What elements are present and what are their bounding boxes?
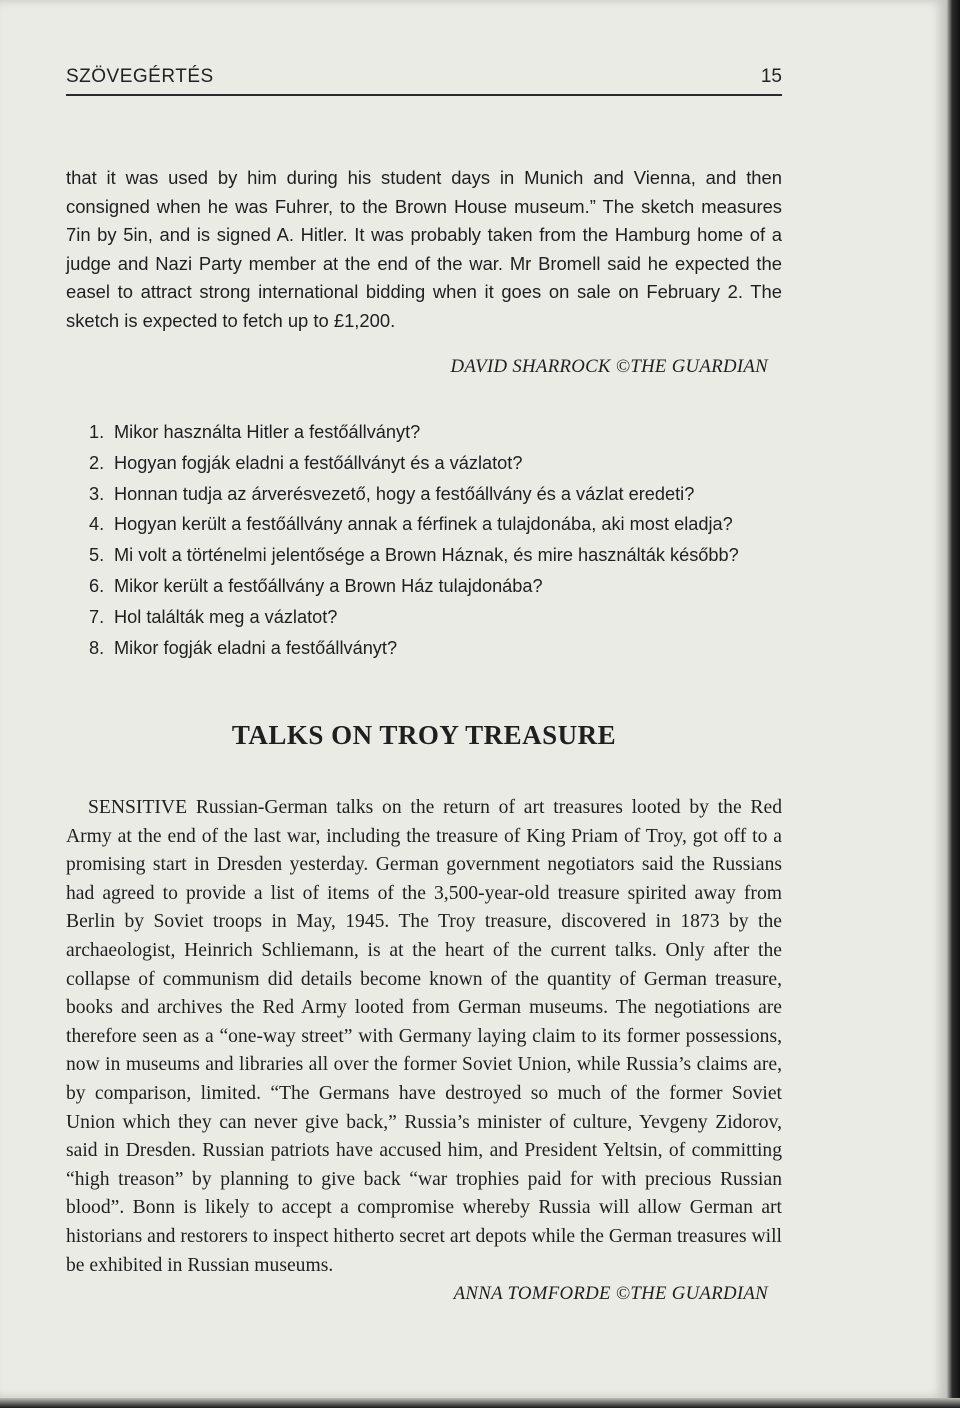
article2-byline: ANNA TOMFORDE ©THE GUARDIAN bbox=[453, 1283, 768, 1304]
page-header bbox=[66, 64, 782, 94]
question-number: 8. bbox=[89, 637, 105, 658]
question-text: Mikor fogják eladni a festőállványt? bbox=[114, 637, 398, 658]
article2-headline: TALKS ON TROY TREASURE bbox=[231, 720, 617, 750]
question-number: 2. bbox=[89, 452, 105, 473]
question-text: Hogyan került a festőállvány annak a férfinek a tulajdonába, aki most eladja? bbox=[114, 514, 733, 535]
page-number: 15 bbox=[760, 66, 782, 87]
question-number: 3. bbox=[89, 483, 105, 504]
article1-body: that it was used by him during his student days in Munich and Vienna, and then consigned when he was Fuhrer, to the Brown House museum.” The sketch measures 7in by 5in, and is signed A. Hitler. It was probably taken from the Hamburg home of a judge and Nazi Party member at the end of the war. Mr Bromell said he expected the easel to attract strong international bidding when it goes on sale on February 2. The sketch is expected to fetch up to £1,200. bbox=[66, 167, 782, 331]
header-rule bbox=[66, 94, 782, 96]
page-edge-shadow bbox=[946, 0, 960, 1408]
article1-byline: DAVID SHARROCK ©THE GUARDIAN bbox=[450, 356, 768, 377]
article2-body: SENSITIVE Russian-German talks on the return of art treasures looted by the Red Army at the end of the last war, including the treasure of King Priam of Troy, got off to a promising start in Dresden yesterday. German government negotiators said the Russians had agreed to provide a list of items of the 3,500-year-old treasure spirited away from Berlin by Soviet troops in May, 1945. The Troy treasure, discovered in 1873 by the archaeologist, Heinrich Schliemann, is at the heart of the current talks. Only after the collapse of communism did details become known of the quantity of German treasure, books and archives the Red Army looted from German museums. The negotiations are therefore seen as a “one-way street” with Germany laying claim to its former possessions, now in museums and libraries all over the former Soviet Union, while Russia’s claims are, by comparison, limited. “The Germans have destroyed so much of the former Soviet Union which they can never give back,” Russia’s minister of culture, Yevgeny Zidorov, said in Dresden. Russian patriots have accused him, and President Yeltsin, of committing “high treason” by planning to give back “war trophies paid for with precious Russian blood”. Bonn is likely to accept a compromise whereby Russia will allow German art historians and restorers to inspect hitherto secret art depots while the German treasures will be exhibited in Russian museums. bbox=[66, 797, 782, 1276]
page-bottom-shadow bbox=[0, 1398, 960, 1408]
question-number: 6. bbox=[89, 575, 105, 596]
question-item bbox=[89, 510, 789, 541]
question-item bbox=[89, 603, 789, 634]
question-item bbox=[89, 480, 789, 511]
question-number: 1. bbox=[89, 422, 105, 442]
question-item bbox=[89, 449, 789, 480]
question-item bbox=[89, 418, 789, 449]
question-number: 7. bbox=[89, 606, 105, 627]
question-item bbox=[89, 541, 789, 572]
question-text: Mi volt a történelmi jelentősége a Brown Háznak, és mire használták később? bbox=[114, 545, 739, 566]
question-text: Hol találták meg a vázlatot? bbox=[114, 606, 338, 627]
question-number: 4. bbox=[89, 514, 105, 535]
question-text: Hogyan fogják eladni a festőállványt és a vázlatot? bbox=[114, 452, 523, 473]
question-text: Honnan tudja az árverésvezető, hogy a festőállvány és a vázlat eredeti? bbox=[114, 483, 695, 504]
section-title: SZÖVEGÉRTÉS bbox=[66, 66, 214, 87]
question-text: Mikor került a festőállvány a Brown Ház tulajdonába? bbox=[114, 575, 543, 596]
question-text: Mikor használta Hitler a festőállványt? bbox=[114, 422, 421, 442]
question-number: 5. bbox=[89, 545, 105, 566]
question-item bbox=[89, 572, 789, 603]
question-item bbox=[89, 634, 789, 665]
question-list bbox=[89, 418, 789, 664]
